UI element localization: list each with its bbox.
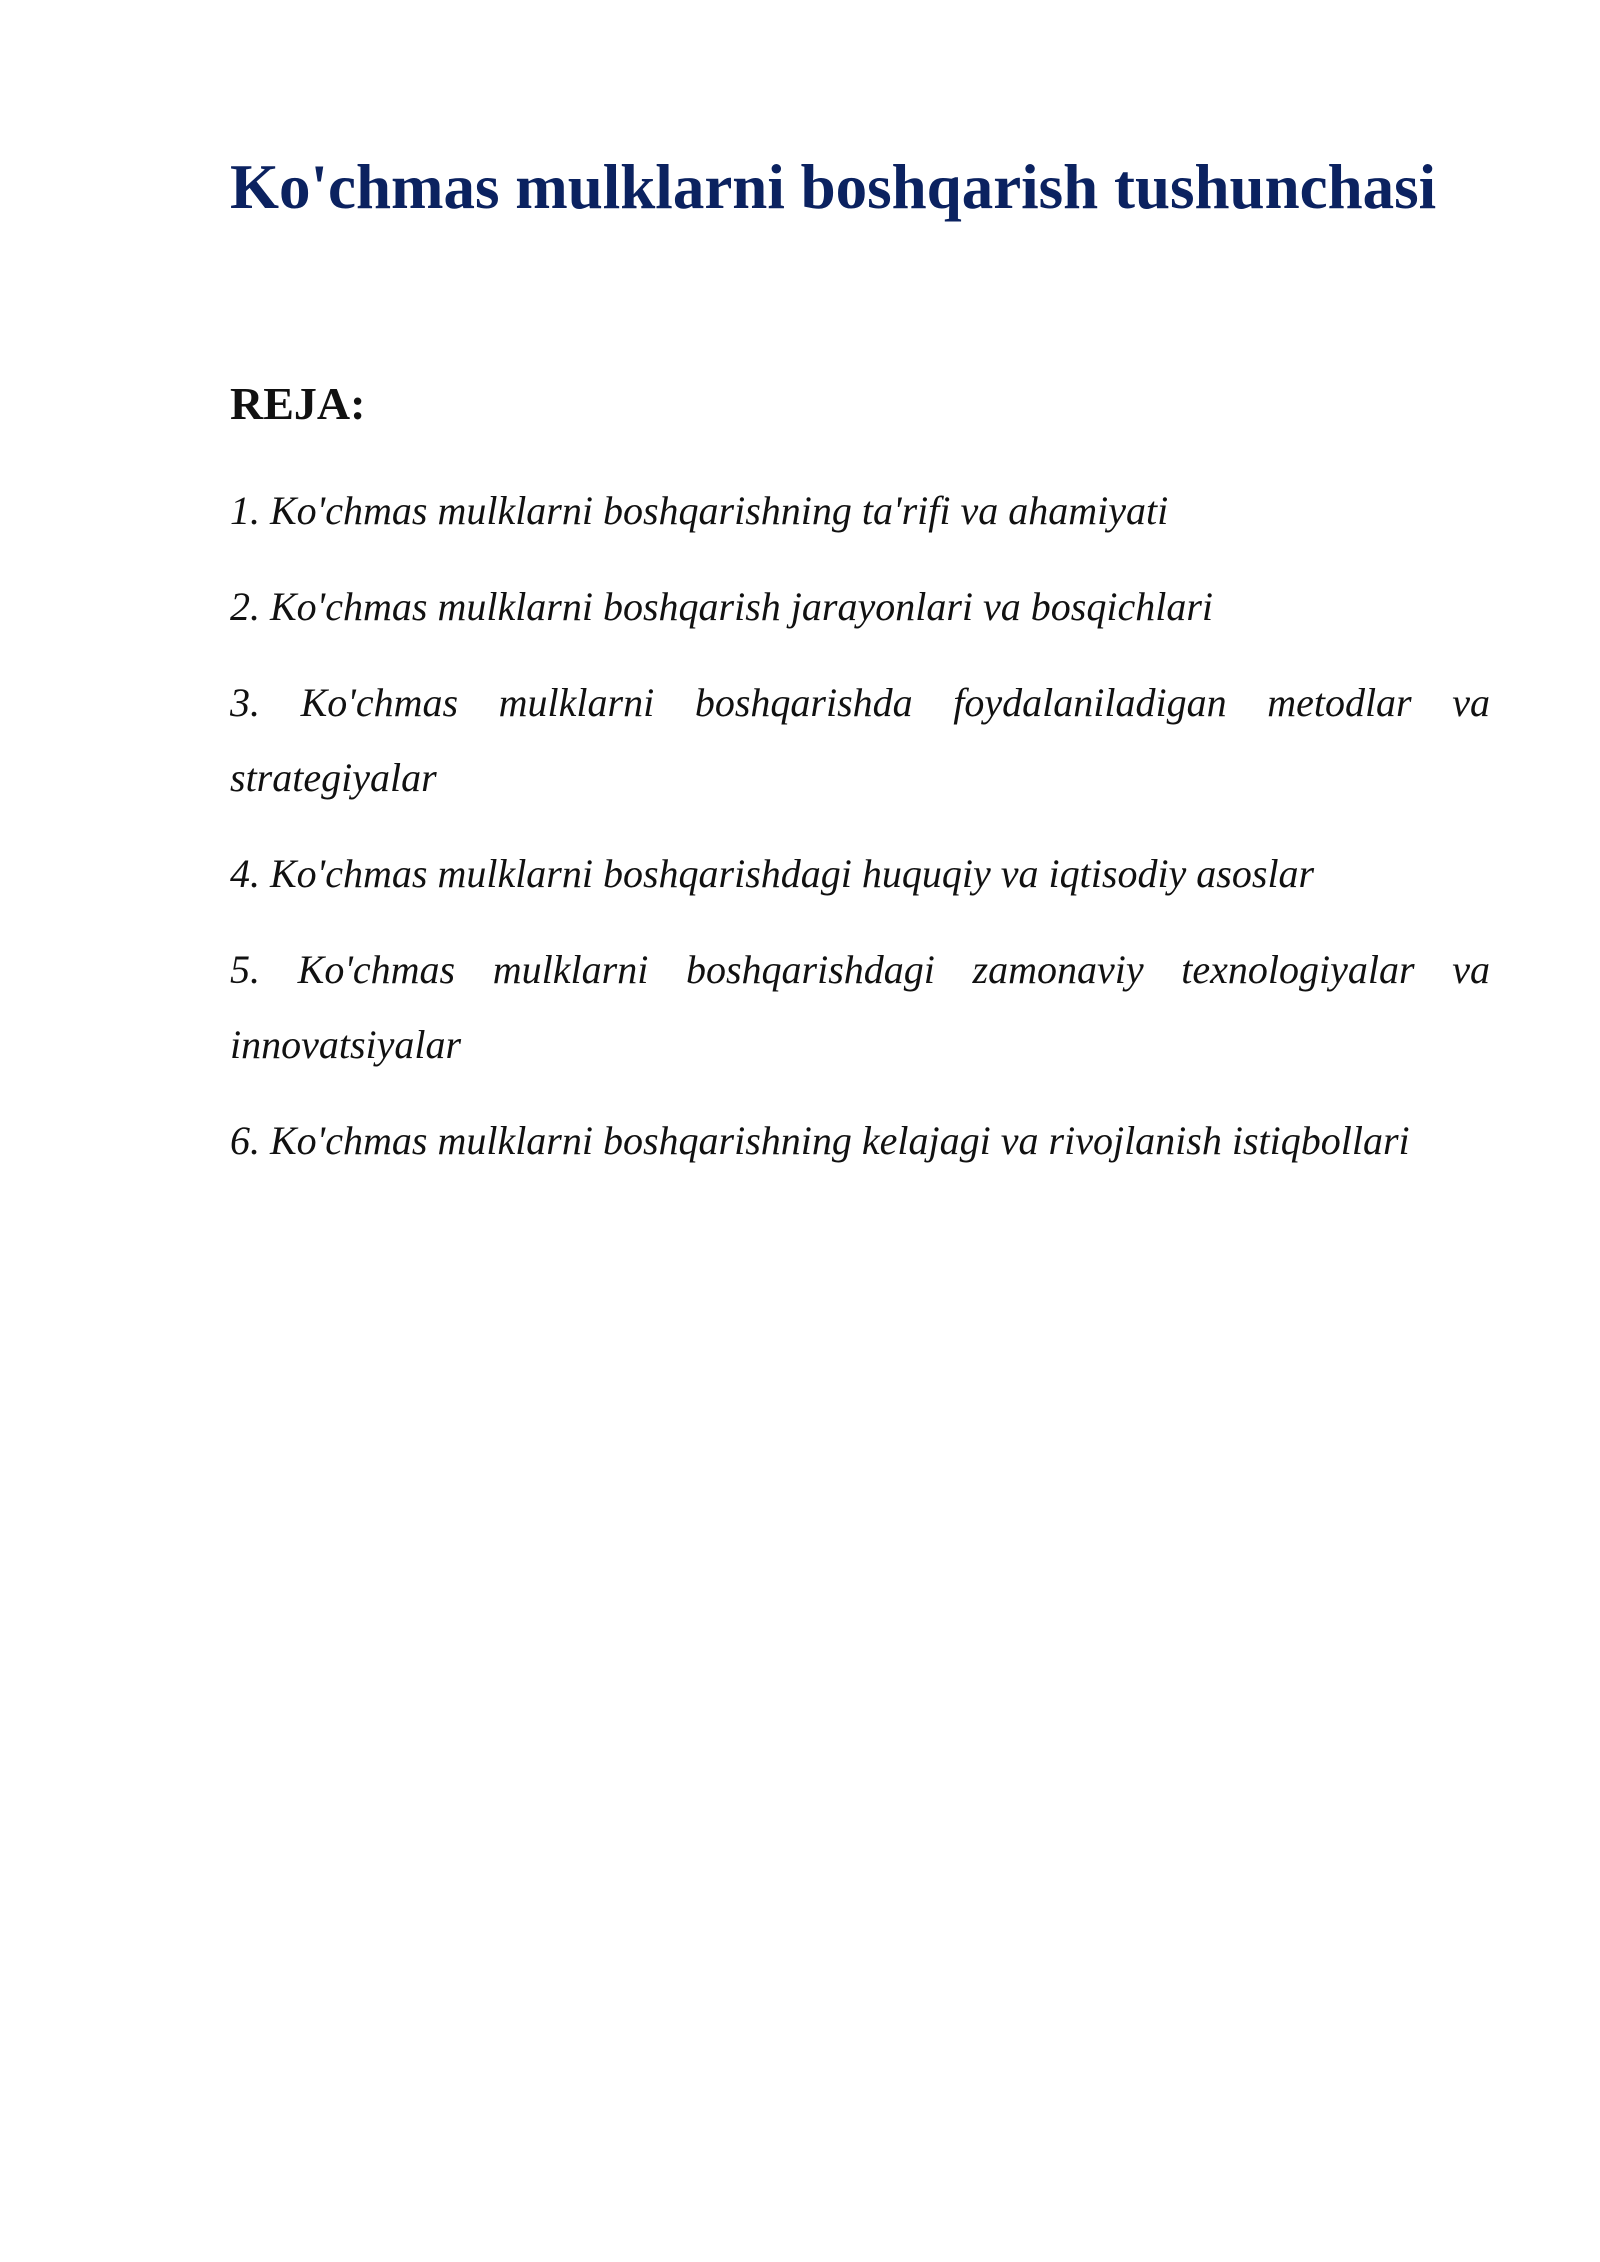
plan-item-6: 6. Ko'chmas mulklarni boshqarishning kelajagi va rivojlanish istiqbollari bbox=[230, 1117, 1410, 1163]
plan-heading: REJA: bbox=[230, 377, 366, 429]
plan-item-3: 3. Ko'chmas mulklarni boshqarishda foydalaniladigan metodlar va strategiyalar bbox=[230, 679, 1490, 800]
plan-item-1: 1. Ko'chmas mulklarni boshqarishning ta'rifi va ahamiyati bbox=[230, 487, 1169, 533]
document-content bbox=[230, 150, 1490, 1199]
plan-item-4: 4. Ko'chmas mulklarni boshqarishdagi huquqiy va iqtisodiy asoslar bbox=[230, 850, 1315, 896]
document-title: Ko'chmas mulklarni boshqarish tushunchasi bbox=[230, 152, 1437, 222]
plan-item-2: 2. Ko'chmas mulklarni boshqarish jarayonlari va bosqichlari bbox=[230, 583, 1214, 629]
plan-list bbox=[230, 473, 1490, 1178]
plan-item-5: 5. Ko'chmas mulklarni boshqarishdagi zamonaviy texnologiyalar va innovatsiyalar bbox=[230, 946, 1490, 1067]
